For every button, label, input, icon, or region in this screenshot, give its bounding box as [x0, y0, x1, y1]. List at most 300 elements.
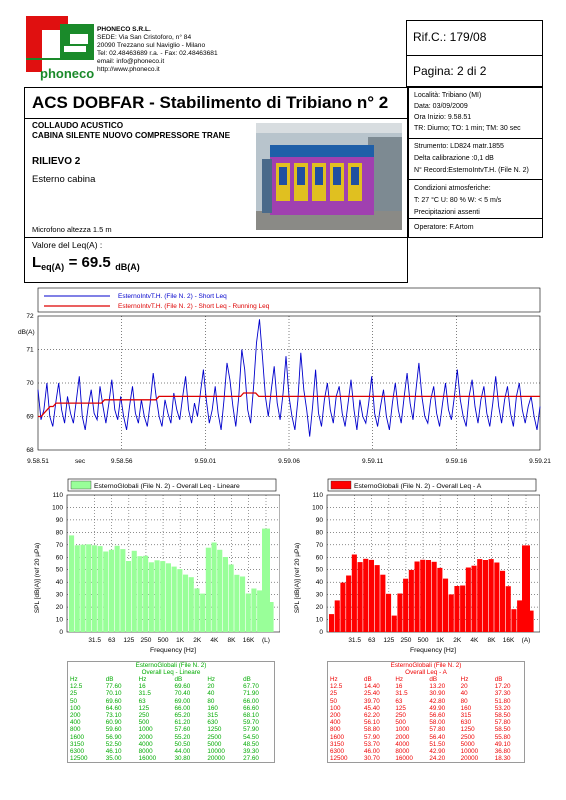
spectrum-bar — [477, 559, 482, 632]
table-cell: 42.90 — [429, 748, 446, 756]
table-cell: 59.70 — [243, 719, 259, 727]
table-cell: 69.00 — [174, 697, 191, 705]
spectrum-bar — [420, 560, 425, 632]
weather-values: T: 27 °C U: 80 % W: < 5 m/s — [414, 197, 502, 204]
weather-title: Condizioni atmosferiche: — [414, 185, 491, 192]
x-tick-label: 9.59.16 — [445, 458, 468, 465]
table-cell: 50.50 — [174, 740, 191, 748]
table-cell: 30.80 — [174, 755, 191, 763]
overall-bar — [522, 545, 530, 632]
spectrum-bar — [177, 569, 182, 632]
spectrum-bar — [511, 609, 516, 632]
header-cell: Hz — [330, 676, 338, 683]
y-tick-label: 10 — [55, 616, 63, 624]
spectrum-bar — [143, 556, 148, 632]
table-cell: 40 — [207, 690, 215, 698]
table-cell: 12500 — [70, 755, 88, 763]
table-row — [328, 719, 524, 726]
table-cell: 2500 — [207, 733, 222, 741]
table-a-title: EsternoGlobali (File N. 2) — [390, 662, 462, 669]
company-email: email: info@phoneco.it — [97, 58, 165, 65]
x-tick-label: 8K — [487, 637, 496, 644]
y-tick-label: 40 — [55, 579, 63, 587]
x-tick-label: 500 — [157, 637, 169, 644]
table-cell: 51.80 — [494, 697, 511, 705]
spectrum-bar — [386, 594, 391, 632]
calibration: Delta calibrazione :0,1 dB — [414, 155, 494, 162]
spectrum-bar — [103, 552, 108, 633]
table-cell: 200 — [70, 712, 81, 720]
table-cell: 12500 — [330, 755, 348, 763]
y-tick-label: 80 — [55, 529, 63, 537]
x-tick-label: 63 — [108, 637, 116, 644]
table-cell: 17.20 — [494, 683, 511, 691]
spectrum-bar — [466, 568, 471, 633]
spectrum-bar — [375, 565, 380, 632]
y-tick-label: 30 — [315, 591, 323, 599]
table-cell: 56.90 — [105, 733, 122, 741]
y-tick-label: 100 — [52, 504, 63, 512]
table-cell: 56.10 — [364, 719, 380, 727]
time-history-chart — [0, 285, 566, 470]
table-cell: 20 — [207, 683, 215, 691]
y-axis-label: dB(A) — [18, 329, 35, 336]
y-tick-label: 0 — [319, 629, 323, 636]
table-cell: 16 — [395, 683, 403, 691]
x-tick-label: 63 — [368, 637, 376, 644]
x-axis-label: Frequency [Hz] — [149, 647, 197, 654]
table-cell: 58.00 — [429, 719, 446, 727]
table-cell: 125 — [395, 704, 406, 712]
table-cell: 25 — [70, 690, 78, 698]
table-row — [68, 726, 274, 733]
spectrum-bar — [454, 586, 459, 632]
table-cell: 30.70 — [364, 755, 380, 763]
spectrum-bar — [329, 614, 334, 632]
table-cell: 1600 — [70, 733, 85, 741]
legend-swatch — [71, 481, 91, 489]
spectrum-bar — [358, 562, 363, 632]
table-cell: 52.50 — [105, 740, 122, 748]
spectrum-bar — [160, 561, 165, 632]
table-cell: 160 — [207, 704, 218, 712]
table-cell: 58.80 — [364, 726, 380, 734]
spectrum-bar — [500, 571, 505, 632]
table-cell: 14.40 — [364, 683, 380, 691]
table-cell: 35.00 — [105, 755, 122, 763]
table-header — [328, 676, 524, 683]
table-cell: 16000 — [138, 755, 157, 763]
table-cell: 16000 — [395, 755, 413, 763]
table-cell: 67.70 — [243, 683, 259, 691]
table-cell: 1250 — [207, 726, 222, 734]
x-tick-label: 4K — [470, 637, 479, 644]
table-cell: 800 — [70, 726, 81, 734]
table-cell: 66.00 — [243, 697, 259, 705]
table-cell: 57.80 — [494, 719, 511, 727]
spectrum-bar — [120, 549, 125, 632]
y-tick-label: 90 — [55, 516, 63, 524]
legend-label: EsternoGlobali (File N. 2) - Overall Leq - Lineare — [94, 483, 240, 490]
y-tick-label: 100 — [312, 504, 323, 512]
spectrum-bar — [200, 594, 205, 632]
table-cell: 2000 — [138, 733, 153, 741]
spectrum-bar — [223, 557, 228, 632]
company-address: SEDE: Via San Cristoforo, n° 84 — [97, 34, 192, 41]
table-cell: 1600 — [330, 733, 345, 741]
table-cell: 630 — [207, 719, 218, 727]
y-tick-label: 68 — [26, 447, 34, 454]
subtitle-test: COLLAUDO ACUSTICO — [32, 121, 124, 130]
table-row — [68, 734, 274, 741]
table-cell: 1250 — [460, 726, 475, 734]
x-tick-label: 250 — [140, 637, 152, 644]
table-row — [328, 683, 524, 690]
spectrum-bar — [403, 579, 408, 632]
spectrum-bar — [183, 575, 188, 632]
x-tick-label: (A) — [521, 637, 531, 644]
spectrum-a-weighted-chart — [290, 478, 540, 658]
table-cell: 4000 — [395, 740, 410, 748]
table-cell: 5000 — [207, 740, 222, 748]
table-linear — [67, 661, 275, 763]
table-cell: 31.5 — [138, 690, 151, 698]
y-tick-label: 70 — [315, 541, 323, 549]
table-cell: 68.10 — [243, 712, 259, 720]
table-cell: 10000 — [207, 748, 225, 756]
table-row — [68, 719, 274, 726]
table-cell: 400 — [330, 719, 341, 727]
x-tick-label: 31.5 — [88, 637, 101, 644]
table-cell: 31.5 — [395, 690, 408, 698]
header-cell: Hz — [70, 676, 78, 683]
y-tick-label: 50 — [55, 566, 63, 574]
microphone-height: Microfono altezza 1.5 m — [32, 225, 112, 234]
y-tick-label: 20 — [315, 604, 323, 612]
operator: Operatore: F.Artom — [414, 224, 474, 231]
table-cell: 125 — [138, 704, 150, 712]
header-cell: dB — [174, 676, 183, 683]
table-row — [68, 705, 274, 712]
record-number: N° Record:EsternoIntvT.H. (File N. 2) — [414, 167, 529, 174]
company-web: http://www.phoneco.it — [97, 66, 160, 73]
x-tick-label: 16K — [502, 637, 515, 644]
spectrum-bar — [335, 600, 340, 632]
table-cell: 400 — [70, 719, 81, 727]
table-cell: 12.5 — [330, 683, 343, 691]
spectrum-bar — [229, 565, 234, 633]
table-cell: 53.70 — [364, 740, 380, 748]
spectrum-bar — [149, 562, 154, 632]
table-cell: 77.60 — [105, 683, 122, 691]
legend-short-label: EsternoIntvT.H. (File N. 2) - Short Leq — [118, 293, 227, 300]
table-linear-subtitle: Overall Leq - Lineare — [141, 669, 201, 676]
spectrum-bar — [449, 594, 454, 632]
header-cell: Hz — [138, 676, 147, 683]
start-time: Ora Inizio: 9.58.51 — [414, 114, 472, 121]
survey-title: RILIEVO 2 — [32, 156, 81, 167]
x-tick-label: 9.58.51 — [27, 458, 49, 465]
x-tick-label: 9.59.11 — [362, 458, 384, 465]
table-row — [328, 690, 524, 697]
spectrum-bar — [409, 570, 414, 632]
spectrum-bar — [217, 550, 222, 632]
table-cell: 3150 — [330, 740, 345, 748]
spectrum-bar — [392, 616, 397, 632]
header-cell: Hz — [207, 676, 216, 683]
spectrum-bar — [92, 545, 97, 632]
table-cell: 39.30 — [243, 748, 259, 756]
table-cell: 25 — [330, 690, 338, 698]
x-tick-label: 250 — [400, 637, 412, 644]
table-cell: 55.80 — [494, 733, 511, 741]
reference-number: Rif.C.: 179/08 — [413, 30, 487, 44]
table-cell: 18.30 — [494, 755, 511, 763]
table-a-subtitle: Overall Leq - A — [405, 669, 447, 676]
spectrum-bar — [194, 588, 199, 632]
table-cell: 51.50 — [429, 740, 446, 748]
table-row — [328, 734, 524, 741]
spectrum-bar — [369, 560, 374, 632]
legend-label: EsternoGlobali (File N. 2) - Overall Leq - A — [354, 483, 482, 490]
spectrum-bar — [166, 563, 171, 632]
table-cell: 27.60 — [243, 755, 259, 763]
table-cell: 70.40 — [174, 690, 191, 698]
table-row — [328, 748, 524, 755]
table-cell: 57.80 — [429, 726, 446, 734]
x-tick-label: 9.59.01 — [194, 458, 217, 465]
table-cell: 63 — [395, 697, 403, 705]
company-city: 20090 Trezzano sul Naviglio - Milano — [97, 42, 206, 49]
legend-box — [38, 288, 540, 312]
x-tick-label: 9.58.56 — [110, 458, 133, 465]
table-row — [68, 755, 274, 762]
table-cell: 315 — [207, 712, 218, 720]
spectrum-bar — [98, 546, 103, 632]
table-cell: 71.90 — [243, 690, 259, 698]
table-cell: 39.70 — [364, 697, 380, 705]
table-cell: 8000 — [395, 748, 410, 756]
table-cell: 56.40 — [429, 733, 446, 741]
survey-description: Esterno cabina — [32, 174, 96, 185]
table-cell: 20000 — [207, 755, 225, 763]
table-cell: 57.60 — [174, 726, 191, 734]
spectrum-bar — [69, 535, 74, 632]
table-cell: 66.00 — [174, 704, 191, 712]
table-cell: 54.50 — [243, 733, 259, 741]
x-tick-label: 2K — [453, 637, 462, 644]
table-cell: 60.90 — [105, 719, 122, 727]
table-cell: 49.10 — [494, 740, 511, 748]
y-tick-label: 60 — [55, 554, 63, 562]
spectrum-bar — [137, 556, 142, 632]
table-cell: 2000 — [395, 733, 410, 741]
spectrum-bar — [472, 566, 477, 632]
table-cell: 12.5 — [70, 683, 83, 691]
table-cell: 13.20 — [429, 683, 446, 691]
x-tick-label: 9.59.21 — [529, 458, 551, 465]
x-axis-label: sec — [75, 458, 86, 465]
spectrum-bar — [483, 560, 488, 632]
table-cell: 6300 — [70, 748, 85, 756]
table-cell: 62.20 — [364, 712, 380, 720]
table-row — [68, 741, 274, 748]
spectrum-bar — [75, 545, 80, 632]
location: Località: Tribiano (MI) — [414, 92, 482, 99]
spectrum-bar — [346, 576, 351, 633]
spectrum-bar — [132, 551, 137, 632]
table-cell: 66.60 — [243, 704, 259, 712]
x-tick-label: 31.5 — [348, 637, 361, 644]
spectrum-bar — [126, 561, 131, 632]
table-cell: 57.90 — [364, 733, 380, 741]
y-tick-label: 50 — [315, 566, 323, 574]
spectrum-bar — [426, 560, 431, 632]
table-cell: 42.80 — [429, 697, 446, 705]
table-cell: 4000 — [138, 740, 153, 748]
x-tick-label: 500 — [417, 637, 429, 644]
table-row — [68, 748, 274, 755]
table-cell: 73.10 — [105, 712, 122, 720]
table-row — [68, 690, 274, 697]
precipitation: Precipitazioni assenti — [414, 209, 480, 216]
spectrum-bar — [460, 586, 465, 633]
spectrum-bar — [206, 548, 211, 632]
svg-text:phoneco: phoneco — [40, 66, 95, 81]
table-cell: 20 — [460, 683, 468, 691]
y-tick-label: 110 — [312, 492, 323, 499]
table-cell: 30.90 — [429, 690, 446, 698]
spectrum-bar — [246, 594, 251, 633]
x-tick-label: (L) — [262, 637, 270, 644]
table-cell: 56.60 — [429, 712, 446, 720]
company-phone: Tel: 02.48463689 r.a. - Fax: 02.48463681 — [97, 50, 218, 57]
legend-swatch — [331, 481, 351, 489]
spectrum-bar — [257, 590, 262, 632]
spectrum-bar — [489, 559, 494, 632]
header-cell: dB — [243, 676, 251, 683]
x-tick-label: 16K — [242, 637, 255, 644]
table-cell: 58.50 — [494, 712, 511, 720]
company-name: PHONECO S.R.L. — [97, 26, 151, 33]
table-cell: 50 — [70, 697, 78, 705]
table-cell: 46.00 — [364, 748, 380, 756]
spectrum-bar — [115, 546, 120, 632]
x-tick-label: 2K — [193, 637, 202, 644]
spectrum-bar — [212, 543, 217, 633]
table-cell: 69.60 — [105, 697, 122, 705]
table-cell: 3150 — [70, 740, 85, 748]
y-tick-label: 71 — [26, 346, 34, 354]
table-cell: 36.80 — [494, 748, 511, 756]
table-cell: 70.10 — [105, 690, 122, 698]
header-cell: dB — [429, 676, 438, 683]
legend-running-label: EsternoIntvT.H. (File N. 2) - Short Leq - Running Leq — [118, 303, 270, 310]
spectrum-bar — [397, 594, 402, 633]
table-cell: 200 — [330, 712, 341, 720]
table-cell: 69.60 — [174, 683, 191, 691]
table-cell: 250 — [138, 712, 150, 720]
table-cell: 61.20 — [174, 719, 191, 727]
company-logo — [24, 14, 96, 82]
spectrum-bar — [443, 579, 448, 632]
table-cell: 6300 — [330, 748, 345, 756]
table-row — [68, 698, 274, 705]
spectrum-bar — [80, 545, 85, 632]
header-cell: dB — [364, 676, 372, 683]
spectrum-bar — [172, 567, 177, 632]
x-tick-label: 8K — [227, 637, 236, 644]
table-cell: 59.60 — [105, 726, 122, 734]
table-cell: 80 — [460, 697, 468, 705]
table-cell: 49.90 — [429, 704, 446, 712]
y-tick-label: 70 — [55, 541, 63, 549]
header-cell: dB — [494, 676, 503, 683]
y-tick-label: 60 — [315, 554, 323, 562]
spectrum-bar — [86, 544, 91, 632]
table-row — [68, 683, 274, 690]
spectrum-bar — [189, 577, 194, 632]
table-cell: 10000 — [460, 748, 479, 756]
y-tick-label: 90 — [315, 516, 323, 524]
header-cell: Hz — [460, 676, 469, 683]
y-tick-label: 10 — [315, 616, 323, 624]
table-cell: 100 — [330, 704, 341, 712]
table-cell: 37.30 — [494, 690, 511, 698]
page-title: ACS DOBFAR - Stabilimento di Tribiano n° 2 — [32, 93, 389, 112]
spectrum-bar — [234, 575, 239, 632]
table-cell: 25.40 — [364, 690, 380, 698]
table-cell: 160 — [460, 704, 472, 712]
y-tick-label: 30 — [55, 591, 63, 599]
spectrum-bar — [240, 577, 245, 633]
spectrum-bar — [109, 550, 114, 632]
subtitle-cabin: CABINA SILENTE NUOVO COMPRESSORE TRANE — [32, 131, 231, 140]
y-axis-label: SPL [dB(A)] (ref 20 µPa) — [294, 542, 301, 614]
table-cell: 46.10 — [105, 748, 122, 756]
table-a-weighted — [327, 661, 525, 763]
date: Data: 03/09/2009 — [414, 103, 468, 110]
site-photo — [256, 123, 402, 230]
table-cell: 44.00 — [174, 748, 191, 756]
x-tick-label: 1K — [436, 637, 445, 644]
table-cell: 20000 — [460, 755, 479, 763]
table-cell: 100 — [70, 704, 81, 712]
spectrum-bar — [380, 575, 385, 632]
leq-symbol: L — [32, 254, 42, 271]
table-cell: 16 — [138, 683, 146, 691]
table-cell: 5000 — [460, 740, 475, 748]
leq-label: Valore del Leq(A) : — [32, 240, 103, 250]
time-ref: TR: Diurno; TO: 1 min; TM: 30 sec — [414, 125, 521, 132]
spectrum-linear-chart — [30, 478, 280, 658]
table-row — [328, 698, 524, 705]
spectrum-bar — [340, 583, 345, 632]
x-tick-label: 125 — [123, 637, 135, 644]
y-axis-label: SPL [dB(A)] (ref 20 µPa) — [34, 542, 41, 614]
overall-bar — [262, 529, 270, 632]
table-cell: 500 — [138, 719, 150, 727]
spectrum-bar — [415, 562, 420, 633]
x-tick-label: 1K — [176, 637, 185, 644]
x-tick-label: 9.59.06 — [278, 458, 300, 465]
spectrum-bar — [251, 589, 256, 633]
table-cell: 250 — [395, 712, 406, 720]
header-cell: Hz — [395, 676, 404, 683]
spectrum-bar — [517, 600, 522, 632]
leq-value-line — [32, 254, 140, 272]
table-cell: 64.60 — [105, 704, 122, 712]
